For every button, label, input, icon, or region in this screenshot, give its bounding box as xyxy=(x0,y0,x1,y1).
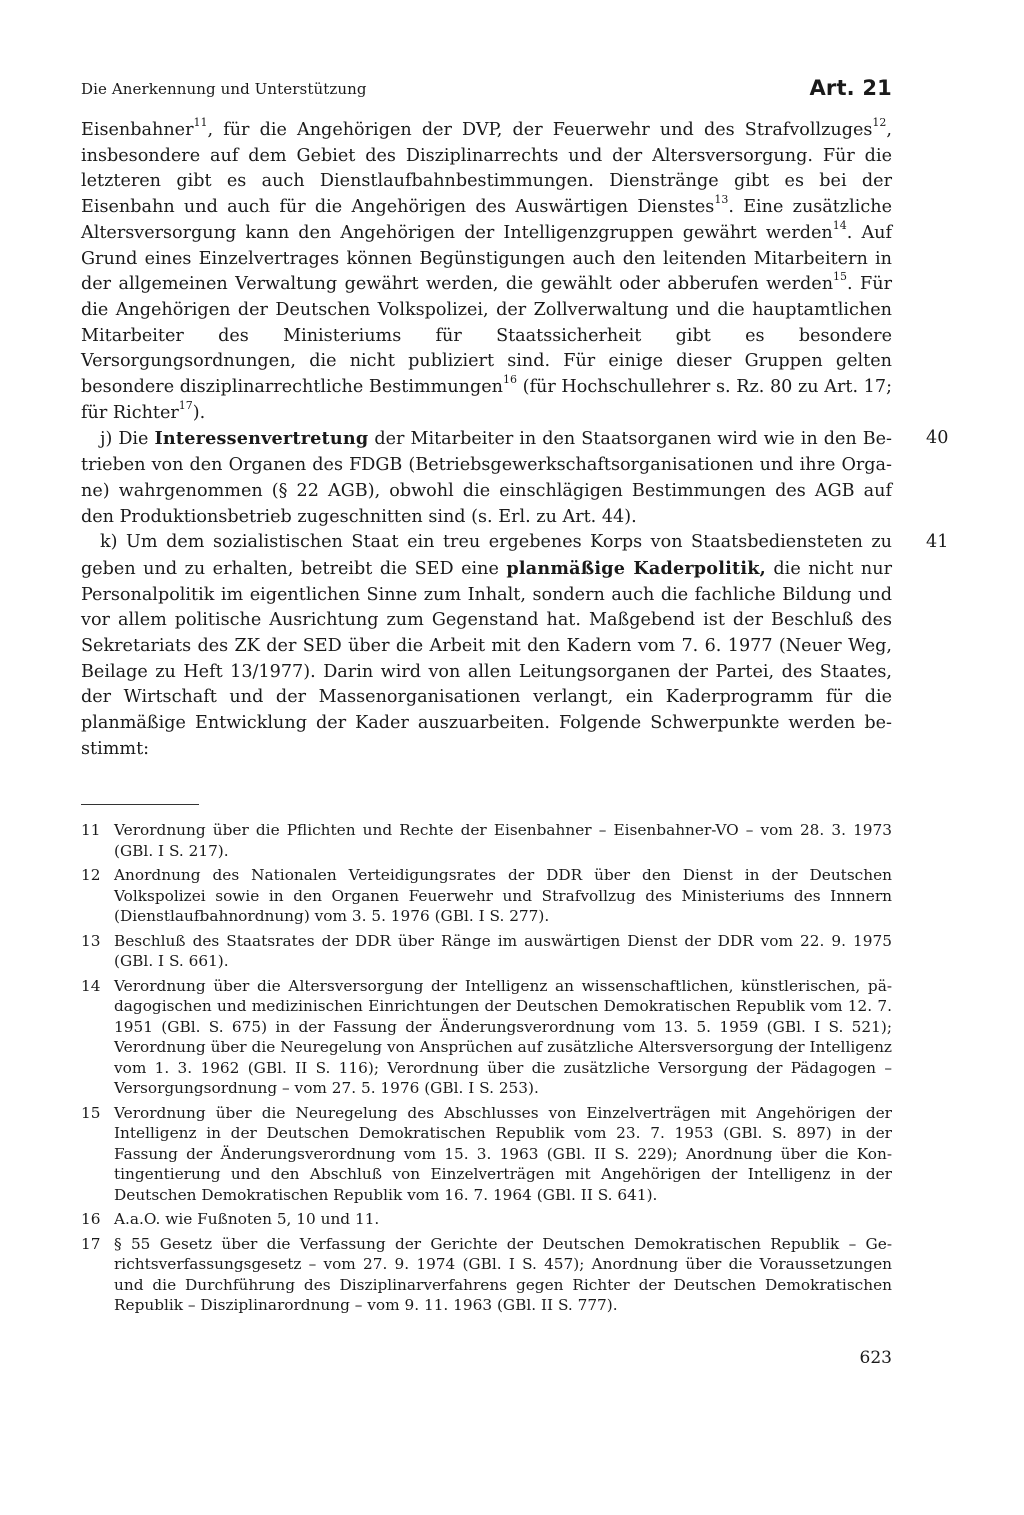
footnote-number: 16 xyxy=(81,1210,101,1228)
article-label: Art. 21 xyxy=(809,76,892,100)
footnote-ref: 15 xyxy=(833,270,848,284)
footnote-number: 14 xyxy=(81,976,101,995)
footnote-ref: 11 xyxy=(193,116,208,130)
footnote-number: 11 xyxy=(81,821,101,839)
body-text xyxy=(81,116,949,763)
footnote-ref: 17 xyxy=(178,398,193,412)
footnote-number: 17 xyxy=(81,1234,101,1253)
running-title: Die Anerkennung und Unterstützung xyxy=(81,80,367,98)
margin-number: 41 xyxy=(926,532,949,553)
footnote xyxy=(81,820,892,861)
bold-term: Interessenvertretung xyxy=(154,428,369,450)
footnote-text: Verordnung über die Pflichten und Rechte der Eisenbahner – Eisenbahner-VO – vom 28. 3. 1973 (GBl. I S. 217). xyxy=(114,821,892,860)
footnote xyxy=(81,865,892,927)
footnote-text: Beschluß des Staatsrates der DDR über Ränge im auswärtigen Dienst der DDR vom 22. 9. 1975 (GBl. I S. 661). xyxy=(114,931,892,970)
footnote xyxy=(81,931,892,972)
footnote-ref: 16 xyxy=(503,373,518,387)
margin-number: 40 xyxy=(926,428,949,449)
paragraph-continuation: Eisenbahner$^{11}$, für die Angehörigen der DVP, der Feuerwehr und des Strafvollzuges$^{12}$, insbesondere auf dem Gebiet des Disziplinarrechts und der Altersversorgung. Für die letzteren gibt es auch Dienstlaufbahnbestimmungen. Dienstränge gibt es bei der Eisenbahn und auch für die Angehörigen des Auswärtigen Dienstes$^{13}$. Eine zusätzliche Altersversorgung kann den Angehörigen der Intelligenzgruppen gewährt werden$^{14}$. Auf Grund eines Einzelvertrages können Begünstigungen auch den leitenden Mitarbeitern in der allgemeinen Verwaltung gewährt werden, die gewählt oder abberufen werden$^{15}$. Für die Angehörigen der Deutschen Volkspolizei, der Zollverwaltung und die hauptamtlichen Mitarbeiter des Ministeriums für Staatssicherheit gibt es besondere Versorgungsordnungen, die nicht publiziert sind. Für einige dieser Gruppen gelten besondere disziplinarrechtliche Bestimmungen$^{16}$ (für Hochschullehrer s. Rz. 80 zu Art. 17; für Richter$^{17}$). xyxy=(81,116,893,423)
footnote-ref: 14 xyxy=(832,218,847,232)
footnote-ref: 13 xyxy=(714,193,729,207)
footnote-text: § 55 Gesetz über die Verfassung der Gerichte der Deutschen Demokratischen Republik – Gerichtsverfassungsgesetz – vom 27. 9. 1974 (GBl. I S. 457); Anordnung über die Voraussetzungen und die Durchführung des Disziplinarverfahrens gegen Richter der Deutschen Demokratischen Republik – Disziplinarordnung – vom 9. 11. 1963 (GBl. II S. 777). xyxy=(114,1234,892,1314)
footnote-number: 12 xyxy=(81,866,101,884)
paragraph-kaderpolitik: 41 k) Um dem sozialistischen Staat ein treu ergebenes Korps von Staatsbediensteten zu geben und zu erhalten, betreibt die SED eine planmäßige Kaderpolitik, die nicht nur Personalpolitik im eigentlichen Sinne zum Inhalt, sondern auch die fachliche Bildung und vor allem politische Ausrichtung zum Gegenstand hat. Maßgebend ist der Beschluß des Sekretariats des ZK der SED über die Arbeit mit den Kadern vom 7. 6. 1977 (Neuer Weg, Beilage zu Heft 13/1977). Darin wird von allen Leitungsorganen der Partei, des Staates, der Wirtschaft und der Massenorganisationen verlangt, ein Kaderprogramm für die planmäßige Entwicklung der Kader auszuarbeiten. Folgende Schwerpunkte werden bestimmt: xyxy=(81,532,949,759)
footnote-number: 13 xyxy=(81,931,101,950)
footnote-rule xyxy=(81,804,199,805)
running-header xyxy=(81,76,892,102)
footnote xyxy=(81,976,892,1099)
footnote-text: Anordnung des Nationalen Verteidigungsrates der DDR über den Dienst in der Deutschen Volkspolizei sowie in den Organen Feuerwehr und Strafvollzug des Ministeriums des Innnern (Dienstlaufbahnordnung) vom 3. 5. 1976 (GBl. I S. 277). xyxy=(114,866,892,925)
footnote xyxy=(81,1103,892,1206)
bold-term: planmäßige Kaderpolitik, xyxy=(506,557,766,579)
footnote-number: 15 xyxy=(81,1103,101,1122)
footnote-text: A.a.O. wie Fußnoten 5, 10 und 11. xyxy=(114,1210,380,1228)
document-page xyxy=(81,0,949,1515)
footnotes xyxy=(81,820,892,1320)
footnote xyxy=(81,1209,892,1230)
footnote-text: Verordnung über die Altersversorgung der Intelligenz an wissenschaftlichen, künstlerischen, pädagogischen und medizinischen Einrichtungen der Deutschen Demokratischen Republik vom 12. 7. 1951 (GBl. S. 675) in der Fassung der Änderungsverordnung vom 13. 5. 1959 (GBl. I S. 521); Verordnung über die Neuregelung von Ansprüchen auf zusätzliche Altersversorgung der Intelligenz vom 1. 3. 1962 (GBl. II S. 116); Verordnung über die zusätzliche Versorgung der Pädagogen – Versorgungsordnung – vom 27. 5. 1976 (GBl. I S. 253). xyxy=(114,976,892,1097)
paragraph-interessenvertretung: 40 j) Die Interessenvertretung der Mitarbeiter in den Staatsorganen wird wie in den Betrieben von den Organen des FDGB (Betriebsgewerkschaftsorganisationen und ihre Organe) wahrgenommen (§ 22 AGB), obwohl die einschlägigen Bestimmungen des AGB auf den Produktionsbetrieb zugeschnitten sind (s. Erl. zu Art. 44). xyxy=(81,428,949,527)
footnote-text: Verordnung über die Neuregelung des Abschlusses von Einzelverträgen mit Angehörigen der Intelligenz in der Deutschen Demokratischen Republik vom 23. 7. 1953 (GBl. S. 897) in der Fassung der Änderungsverordnung vom 15. 3. 1963 (GBl. II S. 229); Anordnung über die Kontingentierung und den Abschluß von Einzelverträgen mit Angehörigen der Intelligenz in der Deutschen Demokratischen Republik vom 16. 7. 1964 (GBl. II S. 641). xyxy=(114,1103,892,1204)
footnote-ref: 12 xyxy=(872,116,887,130)
footnote xyxy=(81,1234,892,1316)
page-number: 623 xyxy=(859,1348,892,1368)
